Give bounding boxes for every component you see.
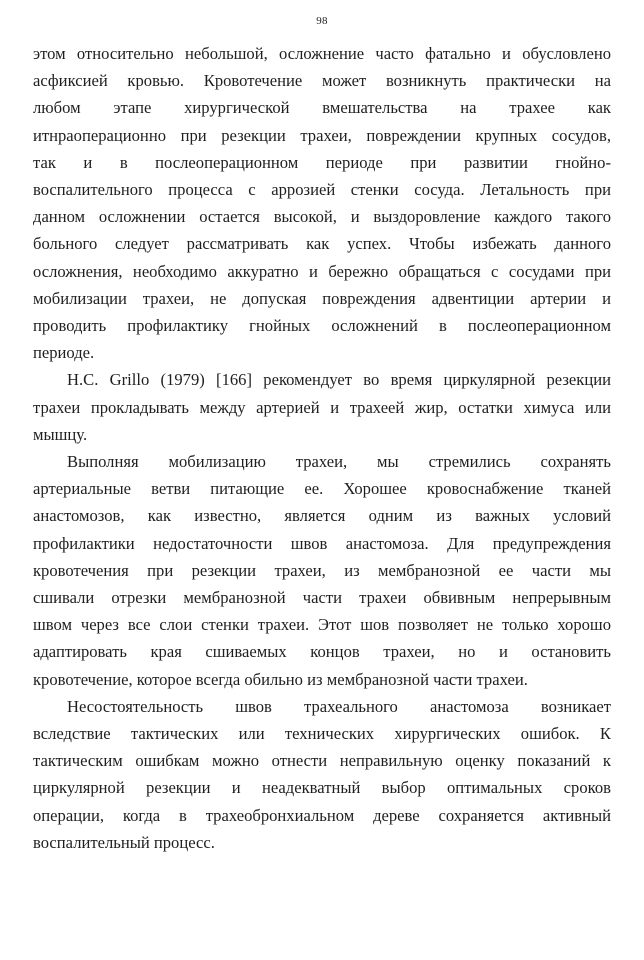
- paragraph: [33, 448, 611, 693]
- text-line: данном осложнении остается высокой, и выздоровление каждого такого: [33, 207, 611, 227]
- text-line: кровотечение, которое всегда обильно из мембранозной части трахеи.: [33, 669, 528, 689]
- text-line: сшивали отрезки мембранозной части трахеи обвивным непрерывным: [33, 588, 611, 608]
- text-line: так и в послеоперационном периоде при развитии гнойно-: [33, 152, 611, 172]
- text-line: проводить профилактику гнойных осложнений в послеоперационном: [33, 316, 611, 336]
- body-text: [33, 40, 611, 856]
- page-number: 98: [316, 15, 328, 27]
- text-line: больного следует рассматривать как успех. Чтобы избежать данного: [33, 234, 611, 254]
- text-line: итнраоперационно при резекции трахеи, повреждении крупных сосудов,: [33, 125, 611, 145]
- text-line: периоде.: [33, 343, 95, 363]
- text-line: мобилизации трахеи, не допуская повреждения адвентиции артерии и: [33, 288, 611, 308]
- text-line: воспалительный процесс.: [33, 832, 215, 852]
- text-line: Выполняя мобилизацию трахеи, мы стремились сохранять: [67, 452, 611, 472]
- text-line: H.C. Grillo (1979) [166] рекомендует во время циркулярной резекции: [67, 370, 611, 390]
- text-line: тактическим ошибкам можно отнести неправильную оценку показаний к: [33, 751, 611, 771]
- paragraph: [33, 693, 611, 856]
- text-line: этом относительно небольшой, осложнение часто фатально и обусловлено: [33, 44, 611, 63]
- text-line: операции, когда в трахеобронхиальном дереве сохраняется активный: [33, 805, 611, 825]
- text-line: мышцу.: [33, 424, 88, 444]
- text-line: вследствие тактических или технических хирургических ошибок. К: [33, 724, 611, 744]
- text-line: воспалительного процесса с аррозией стенки сосуда. Летальность при: [33, 180, 611, 200]
- text-line: асфиксией кровью. Кровотечение может возникнуть практически на: [33, 71, 611, 91]
- text-line: осложнения, необходимо аккуратно и бережно обращаться с сосудами при: [33, 261, 611, 281]
- text-line: адаптировать края сшиваемых концов трахеи, но и остановить: [33, 642, 611, 662]
- text-line: кровотечения при резекции трахеи, из мембранозной ее части мы: [33, 560, 611, 580]
- text-line: анастомозов, как известно, является одним из важных условий: [33, 506, 611, 526]
- paragraph: [33, 366, 611, 448]
- paragraph: [33, 40, 611, 366]
- text-line: швом через все слои стенки трахеи. Этот шов позволяет не только хорошо: [33, 615, 611, 635]
- text-line: профилактики недостаточности швов анастомоза. Для предупреждения: [33, 533, 611, 553]
- text-line: трахеи прокладывать между артерией и трахеей жир, остатки химуса или: [33, 397, 611, 417]
- text-line: любом этапе хирургической вмешательства на трахее как: [33, 98, 611, 118]
- text-line: циркулярной резекции и неадекватный выбор оптимальных сроков: [33, 778, 611, 798]
- text-line: Несостоятельность швов трахеального анастомоза возникает: [67, 696, 611, 716]
- text-line: артериальные ветви питающие ее. Хорошее кровоснабжение тканей: [33, 479, 611, 499]
